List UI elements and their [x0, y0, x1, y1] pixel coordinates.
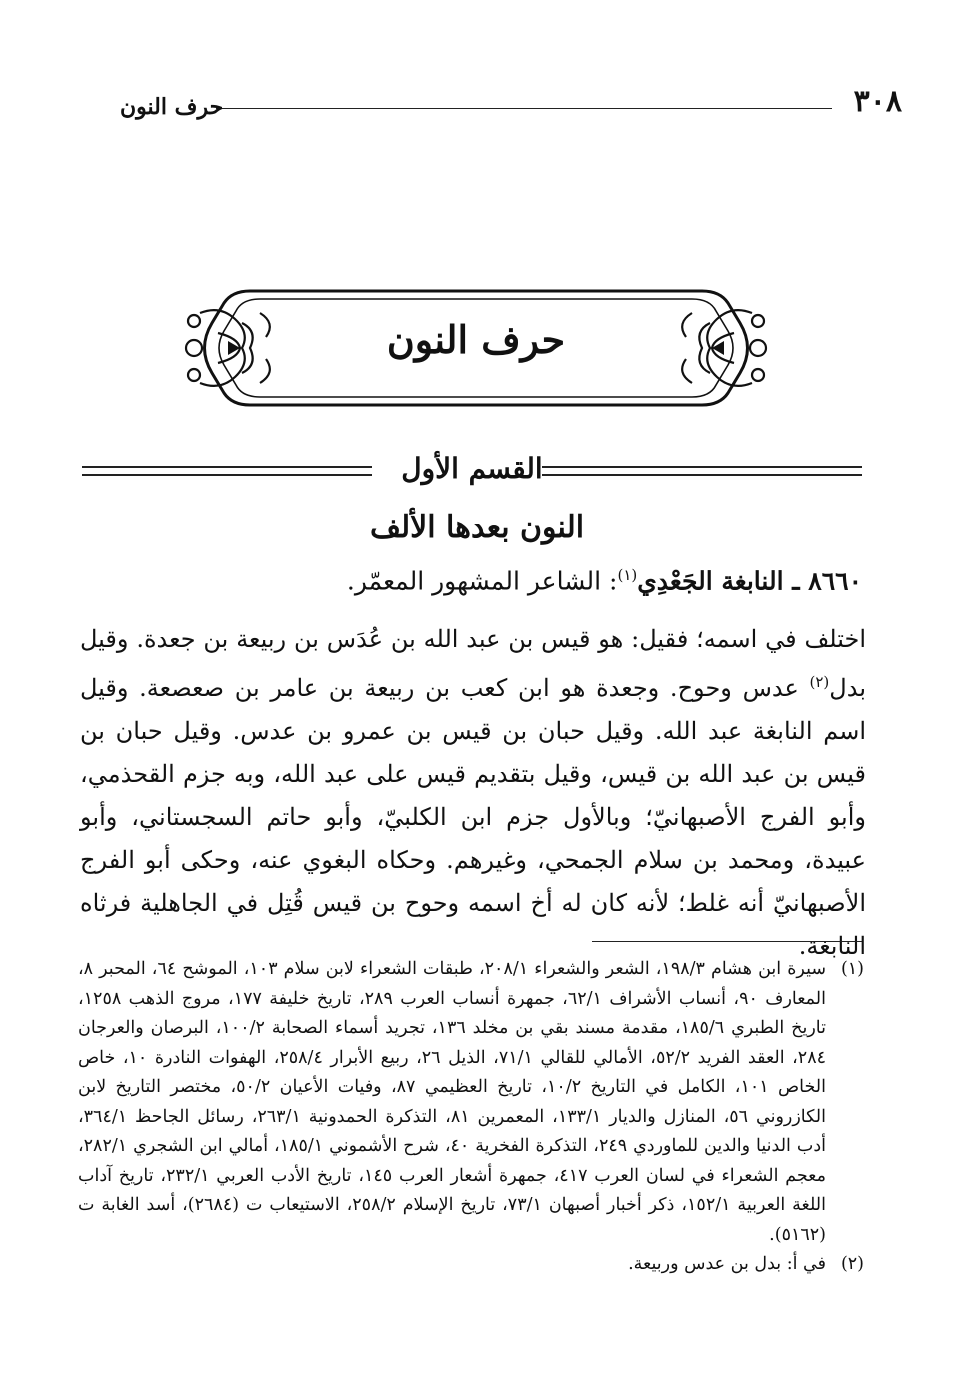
entry-description: : الشاعر المشهور المعمّر.: [346, 566, 618, 596]
footnote-2: [78, 1250, 864, 1280]
entry-separator: ـ: [783, 566, 809, 596]
footnote-marker: (١): [840, 959, 864, 979]
entry-number: ٨٦٦٠: [808, 566, 862, 596]
entry-name: النابغة الجَعْدِي: [637, 566, 784, 596]
footnote-1: [78, 955, 864, 1250]
running-header: [120, 84, 902, 124]
entry-body: [80, 618, 866, 968]
footnote-text: سيرة ابن هشام ١٩٨/٣، الشعر والشعراء ٢٠٨/١، طبقات الشعراء لابن سلام ١٠٣، الموشح ٦٤، المحبر ٨، المعارف ٩٠، أنساب الأشراف ٦٢/١، جمهرة أنساب العرب ٢٨٩، تاريخ خليفة ١٧٧، مروج الذهب ١٢٥٨، تاريخ الطبري ١٨٥/٦، مقدمة مسند بقي بن مخلد ١٣٦، تجريد أسماء الصحابة ١٠٠/٢، البرصان والعرجان ٢٨٤، العقد الفريد ٥٢/٢، الأمالي للقالي ٧١/١، الذيل ٢٦، ربيع الأبرار ٢٥٨/٤، الهفوات النادرة ١٠، خاص الخاص ١٠١، الكامل في التاريخ ١٠/٢، تاريخ العظيمي ٨٧، وفيات الأعيان ٥٠/٢، مختصر التاريخ لابن الكازروني ٥٦، المنازل والديار ١٣٣/١، المعمرين ٨١، التذكرة الحمدونية ٢٦٣/١، رسائل الجاحظ ٣٦٤/١، أدب الدنيا والدين للماوردي ٢٤٩، التذكرة الفخرية ٤٠، شرح الأشموني ١٨٥/١، أمالي ابن الشجري ٢٨٢/١، معجم الشعراء في لسان العرب ٤١٧، جمهرة أشعار العرب ١٤٥، تاريخ الأدب العربي ٢٣٢/١، تاريخ آداب اللغة العربية ١٥٢/١، ذكر أخبار أصبهان ٧٣/١، تاريخ الإسلام ٢٥٨/٢، الاستيعاب ت (٢٦٨٤)، أسد الغابة ت (٥١٦٢).: [78, 959, 827, 1245]
section-heading: [82, 452, 862, 492]
footnote-ref-1[interactable]: (١): [617, 566, 638, 584]
section-title: القسم الأول: [401, 452, 543, 485]
footnote-ref-2[interactable]: (٢): [809, 673, 830, 691]
footnote-separator: [592, 941, 862, 942]
page-number: ٣٠٨: [853, 84, 902, 119]
chapter-cartouche: [180, 283, 772, 413]
header-rule: [216, 108, 832, 109]
subsection-heading: النون بعدها الألف: [369, 510, 585, 545]
footnotes: [78, 955, 864, 1280]
footnote-text: في أ: بدل بن عدس وربيعة.: [628, 1254, 826, 1274]
body-text-part-2: عدس وحوح. وجعدة هو ابن كعب بن ربيعة بن عامر بن صعصعة. وقيل اسم النابغة عبد الله. وقيل حبان بن قيس بن عمرو بن عدس. وقيل حبان بن قيس بن عبد الله بن قيس، وقيل بتقديم قيس على عبد الله، وبه جزم القحذمي، وأبو الفرج الأصبهانيّ؛ وبالأول جزم ابن الكلبيّ، وأبو حاتم السجستاني، وأبو عبيدة، ومحمد بن سلام الجمحي، وغيرهم. وحكاه البغوي عنه، وحكى أبو الفرج الأصبهانيّ أنه غلط؛ لأنه كان له أخ اسمه وحوح بن قيس قُتِل في الجاهلية فرثاه النابغة.: [80, 674, 866, 960]
running-header-title: حرف النون: [120, 94, 224, 120]
footnote-marker: (٢): [840, 1254, 864, 1274]
chapter-title: حرف النون: [386, 317, 566, 362]
body-text-part-1: اختلف في اسمه؛ فقيل: هو قيس بن عبد الله بن عُدَس بن ربيعة بن جعدة. وقيل بدل: [80, 625, 866, 702]
entry-heading: [120, 566, 862, 595]
double-rule-left: [82, 466, 372, 476]
